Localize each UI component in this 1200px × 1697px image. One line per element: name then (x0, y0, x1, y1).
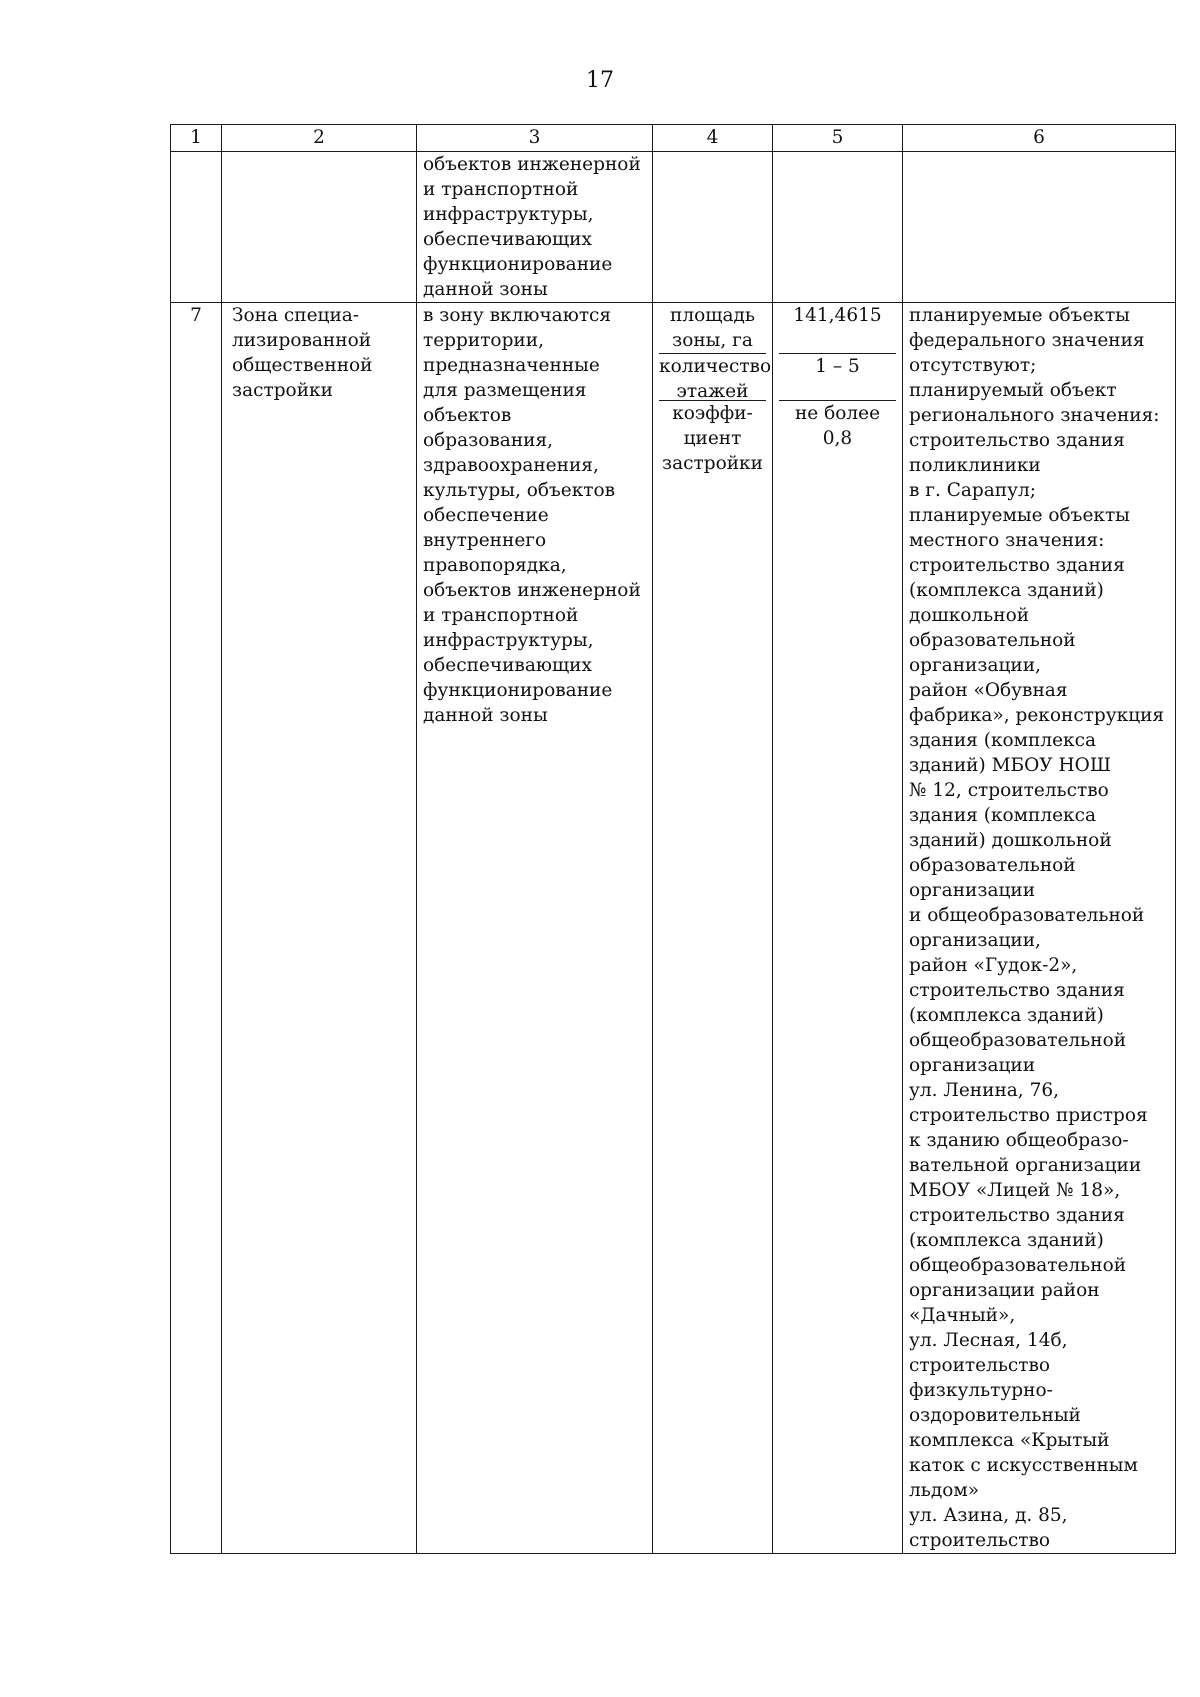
value-floors (779, 354, 896, 401)
param-floors-label-text: количество этажей (659, 356, 772, 402)
value-floors-text: 1 – 5 (815, 356, 860, 377)
values-cell (773, 303, 903, 1554)
param-coef-label (659, 401, 766, 476)
param-coef-label-text: коэффи- циент застройки (662, 403, 763, 474)
planned-objects-cell (903, 303, 1176, 1554)
cont-description: объектов инженерной и транспортной инфраструктуры, обеспечивающих функционирование данной зоны (423, 154, 641, 300)
header-col-3: 3 (417, 125, 653, 152)
cont-cell-4 (653, 152, 773, 303)
row-number: 7 (171, 303, 222, 1554)
cont-cell-6 (903, 152, 1176, 303)
cont-cell-5 (773, 152, 903, 303)
params-cell (653, 303, 773, 1554)
param-area-label-text: площадь зоны, га (670, 305, 755, 351)
page-number: 17 (586, 68, 614, 93)
cont-cell-3 (417, 152, 653, 303)
planned-objects: планируемые объекты федерального значения отсутствуют; планируемый объект регионального значения: строительство здания поликлиники в г. Сарапул; планируемые объекты местного значения: строительство здания (комплекса зданий) дошкольной образовательной организации, район «Обувная фабрика», реконструкция здания (комплекса зданий) МБОУ НОШ № 12, строительство здания (комплекса зданий) дошкольной образовательной организации и общеобразовательной организации, район «Гудок-2», строительство здания (комплекса зданий) общеобразовательной организации ул. Ленина, 76, строительство пристроя к зданию общеобразо- вательной организации МБОУ «Лицей № 18», строительство здания (комплекса зданий) общеобразовательной организации район «Дачный», ул. Лесная, 14б, строительство физкультурно- оздоровительный комплекса «Крытый каток с искусственным льдом» ул. Азина, д. 85, строительство (909, 305, 1165, 1551)
header-col-1: 1 (171, 125, 222, 152)
continuation-row (171, 152, 1176, 303)
header-row (171, 125, 1176, 152)
zones-table (170, 124, 1176, 1554)
param-floors-label (659, 354, 772, 402)
value-coef (779, 401, 896, 451)
header-col-2: 2 (222, 125, 417, 152)
header-col-6: 6 (903, 125, 1176, 152)
zone-description: в зону включаются территории, предназначенные для размещения объектов образования, здравоохранения, культуры, объектов обеспечение внутреннего правопорядка, объектов инженерной и транспортной инфраструктуры, обеспечивающих функционирование данной зоны (423, 305, 641, 726)
value-coef-text: не более 0,8 (794, 403, 881, 449)
zone-description-cell (417, 303, 653, 1554)
value-area-text: 141,4615 (793, 305, 882, 326)
zone-name-cell (222, 303, 417, 1554)
header-col-4: 4 (653, 125, 773, 152)
param-area-label (659, 303, 766, 354)
header-col-5: 5 (773, 125, 903, 152)
value-area (779, 303, 896, 354)
cont-cell-2 (222, 152, 417, 303)
zone-name: Зона специа- лизированной общественной застройки (232, 305, 373, 401)
table-row-7 (171, 303, 1176, 1554)
cont-cell-1 (171, 152, 222, 303)
